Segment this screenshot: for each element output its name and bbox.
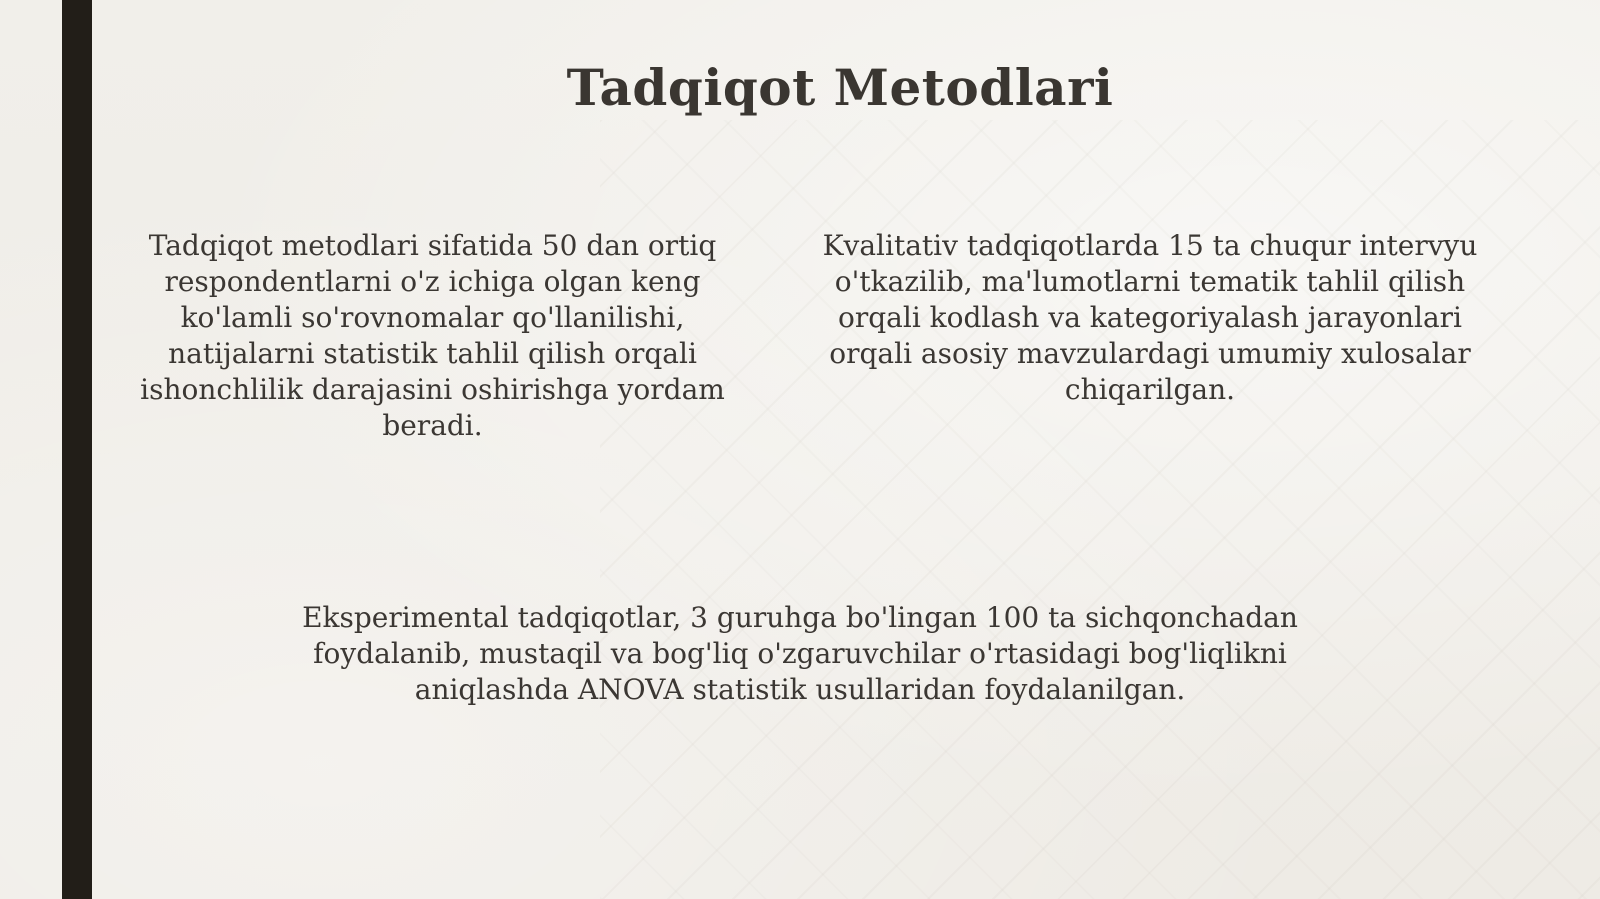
paragraph-quantitative-methods: Tadqiqot metodlari sifatida 50 dan ortiq respondentlarni o'z ichiga olgan keng ko'lamli so'rovnomalar qo'llanilishi, natijalarni statistik tahlil qilish orqali ishonchlilik darajasini oshirishga yordam beradi. <box>140 229 725 442</box>
paragraph-experimental-methods: Eksperimental tadqiqotlar, 3 guruhga bo'lingan 100 ta sichqonchadan foydalanib, mustaqil va bog'liq o'zgaruvchilar o'rtasidagi bog'liqlikni aniqlashda ANOVA statistik usullaridan foydalanilgan. <box>302 601 1298 706</box>
paragraph-qualitative-methods: Kvalitativ tadqiqotlarda 15 ta chuqur intervyu o'tkazilib, ma'lumotlarni tematik tahlil qilish orqali kodlash va kategoriyalash jarayonlari orqali asosiy mavzulardagi umumiy xulosalar chiqarilgan. <box>822 229 1478 406</box>
slide-title: Tadqiqot Metodlari <box>566 58 1114 117</box>
side-accent-bar <box>62 0 92 899</box>
